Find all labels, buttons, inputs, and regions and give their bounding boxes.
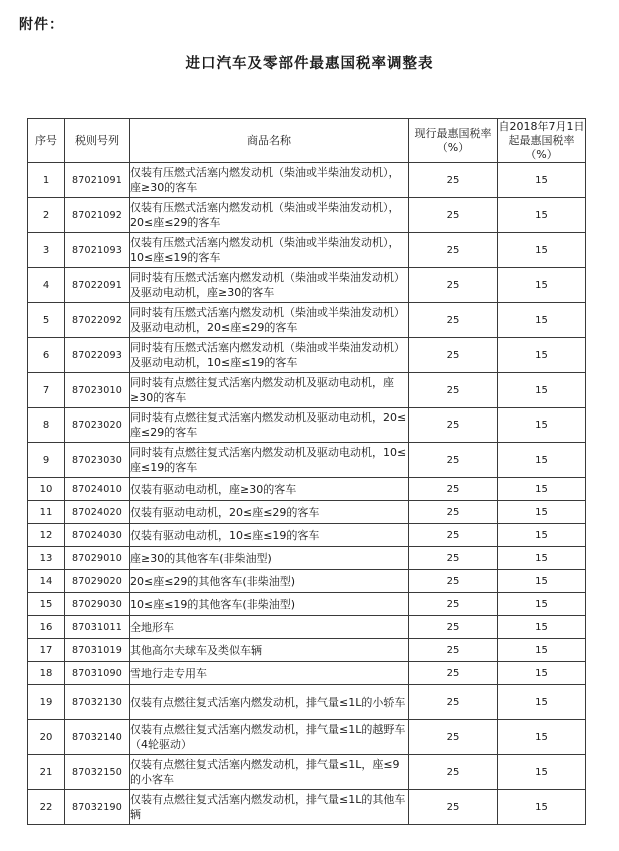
cell-seq: 2 — [28, 198, 65, 233]
cell-seq: 15 — [28, 593, 65, 616]
cell-code: 87023030 — [65, 443, 130, 478]
cell-seq: 18 — [28, 662, 65, 685]
cell-new-rate: 15 — [498, 524, 586, 547]
cell-current-rate: 25 — [409, 501, 498, 524]
cell-seq: 22 — [28, 790, 65, 825]
cell-current-rate: 25 — [409, 524, 498, 547]
cell-current-rate: 25 — [409, 720, 498, 755]
cell-code: 87032190 — [65, 790, 130, 825]
table-row — [28, 443, 586, 478]
cell-seq: 12 — [28, 524, 65, 547]
table-row — [28, 478, 586, 501]
table-row — [28, 790, 586, 825]
cell-current-rate: 25 — [409, 408, 498, 443]
cell-code: 87021093 — [65, 233, 130, 268]
cell-current-rate: 25 — [409, 685, 498, 720]
cell-new-rate: 15 — [498, 303, 586, 338]
cell-current-rate: 25 — [409, 373, 498, 408]
cell-name: 20≤座≤29的其他客车(非柴油型) — [130, 570, 409, 593]
table-row — [28, 268, 586, 303]
table-row — [28, 662, 586, 685]
cell-seq: 6 — [28, 338, 65, 373]
table-row — [28, 163, 586, 198]
cell-name: 仅装有点燃往复式活塞内燃发动机，排气量≤1L的其他车辆 — [130, 790, 409, 825]
cell-new-rate: 15 — [498, 547, 586, 570]
header-new-rate: 自2018年7月1日起最惠国税率（%） — [498, 119, 585, 161]
cell-name: 仅装有点燃往复式活塞内燃发动机，排气量≤1L的小轿车 — [130, 685, 409, 720]
cell-current-rate: 25 — [409, 616, 498, 639]
cell-name: 其他高尔夫球车及类似车辆 — [130, 639, 409, 662]
cell-name: 仅装有压燃式活塞内燃发动机（柴油或半柴油发动机），20≤座≤29的客车 — [130, 198, 409, 233]
table-row — [28, 198, 586, 233]
cell-seq: 3 — [28, 233, 65, 268]
cell-name: 10≤座≤19的其他客车(非柴油型) — [130, 593, 409, 616]
cell-code: 87023010 — [65, 373, 130, 408]
attachment-label: 附件： — [19, 17, 64, 33]
table-header-row — [28, 119, 586, 163]
cell-current-rate: 25 — [409, 303, 498, 338]
header-code: 税则号列 — [65, 119, 130, 163]
cell-name: 仅装有驱动电动机，20≤座≤29的客车 — [130, 501, 409, 524]
cell-seq: 16 — [28, 616, 65, 639]
table-row — [28, 233, 586, 268]
cell-current-rate: 25 — [409, 233, 498, 268]
cell-code: 87024030 — [65, 524, 130, 547]
cell-code: 87032130 — [65, 685, 130, 720]
header-current-rate: 现行最惠国税率（%） — [409, 119, 498, 163]
cell-new-rate: 15 — [498, 268, 586, 303]
cell-code: 87021091 — [65, 163, 130, 198]
cell-new-rate: 15 — [498, 685, 586, 720]
cell-seq: 7 — [28, 373, 65, 408]
cell-new-rate: 15 — [498, 198, 586, 233]
cell-name: 全地形车 — [130, 616, 409, 639]
cell-name: 同时装有压燃式活塞内燃发动机（柴油或半柴油发动机）及驱动电动机，10≤座≤19的客车 — [130, 338, 409, 373]
table-row — [28, 338, 586, 373]
cell-name: 仅装有点燃往复式活塞内燃发动机，排气量≤1L的越野车（4轮驱动） — [130, 720, 409, 755]
cell-new-rate: 15 — [498, 570, 586, 593]
table-row — [28, 639, 586, 662]
tariff-table — [27, 118, 586, 825]
table-row — [28, 408, 586, 443]
cell-name: 仅装有压燃式活塞内燃发动机（柴油或半柴油发动机），座≥30的客车 — [130, 163, 409, 198]
cell-new-rate: 15 — [498, 373, 586, 408]
table-row — [28, 616, 586, 639]
cell-seq: 4 — [28, 268, 65, 303]
cell-current-rate: 25 — [409, 547, 498, 570]
cell-current-rate: 25 — [409, 755, 498, 790]
cell-seq: 5 — [28, 303, 65, 338]
cell-current-rate: 25 — [409, 639, 498, 662]
table-row — [28, 373, 586, 408]
cell-code: 87029010 — [65, 547, 130, 570]
cell-current-rate: 25 — [409, 443, 498, 478]
table-row — [28, 524, 586, 547]
cell-name: 同时装有压燃式活塞内燃发动机（柴油或半柴油发动机）及驱动电动机，座≥30的客车 — [130, 268, 409, 303]
cell-current-rate: 25 — [409, 478, 498, 501]
cell-new-rate: 15 — [498, 720, 586, 755]
cell-seq: 9 — [28, 443, 65, 478]
cell-name: 仅装有压燃式活塞内燃发动机（柴油或半柴油发动机），10≤座≤19的客车 — [130, 233, 409, 268]
cell-code: 87024020 — [65, 501, 130, 524]
cell-current-rate: 25 — [409, 268, 498, 303]
cell-name: 座≥30的其他客车(非柴油型) — [130, 547, 409, 570]
table-row — [28, 755, 586, 790]
cell-name: 仅装有驱动电动机，座≥30的客车 — [130, 478, 409, 501]
cell-seq: 20 — [28, 720, 65, 755]
cell-new-rate: 15 — [498, 639, 586, 662]
cell-code: 87031090 — [65, 662, 130, 685]
cell-current-rate: 25 — [409, 163, 498, 198]
cell-seq: 11 — [28, 501, 65, 524]
cell-new-rate: 15 — [498, 593, 586, 616]
cell-name: 同时装有点燃往复式活塞内燃发动机及驱动电动机，10≤座≤19的客车 — [130, 443, 409, 478]
cell-code: 87031019 — [65, 639, 130, 662]
cell-seq: 19 — [28, 685, 65, 720]
cell-new-rate: 15 — [498, 755, 586, 790]
cell-new-rate: 15 — [498, 616, 586, 639]
cell-seq: 21 — [28, 755, 65, 790]
cell-current-rate: 25 — [409, 570, 498, 593]
page-title: 进口汽车及零部件最惠国税率调整表 — [185, 56, 434, 72]
cell-current-rate: 25 — [409, 790, 498, 825]
cell-code: 87029020 — [65, 570, 130, 593]
cell-name: 仅装有驱动电动机，10≤座≤19的客车 — [130, 524, 409, 547]
table-row — [28, 303, 586, 338]
table-row — [28, 593, 586, 616]
cell-code: 87023020 — [65, 408, 130, 443]
cell-new-rate: 15 — [498, 662, 586, 685]
cell-current-rate: 25 — [409, 662, 498, 685]
table-row — [28, 685, 586, 720]
cell-current-rate: 25 — [409, 198, 498, 233]
header-name: 商品名称 — [130, 119, 409, 163]
cell-name: 同时装有点燃往复式活塞内燃发动机及驱动电动机，20≤座≤29的客车 — [130, 408, 409, 443]
cell-code: 87022093 — [65, 338, 130, 373]
header-seq: 序号 — [28, 119, 65, 163]
cell-code: 87029030 — [65, 593, 130, 616]
cell-seq: 13 — [28, 547, 65, 570]
cell-code: 87021092 — [65, 198, 130, 233]
cell-seq: 10 — [28, 478, 65, 501]
cell-new-rate: 15 — [498, 501, 586, 524]
table-row — [28, 547, 586, 570]
cell-seq: 8 — [28, 408, 65, 443]
table-row — [28, 570, 586, 593]
cell-new-rate: 15 — [498, 408, 586, 443]
cell-code: 87031011 — [65, 616, 130, 639]
cell-code: 87024010 — [65, 478, 130, 501]
cell-new-rate: 15 — [498, 478, 586, 501]
cell-new-rate: 15 — [498, 790, 586, 825]
cell-name: 同时装有压燃式活塞内燃发动机（柴油或半柴油发动机）及驱动电动机，20≤座≤29的客车 — [130, 303, 409, 338]
cell-new-rate: 15 — [498, 338, 586, 373]
cell-code: 87022092 — [65, 303, 130, 338]
cell-new-rate: 15 — [498, 163, 586, 198]
cell-new-rate: 15 — [498, 233, 586, 268]
cell-code: 87022091 — [65, 268, 130, 303]
cell-seq: 17 — [28, 639, 65, 662]
table-row — [28, 501, 586, 524]
cell-seq: 1 — [28, 163, 65, 198]
cell-code: 87032140 — [65, 720, 130, 755]
table-row — [28, 720, 586, 755]
cell-current-rate: 25 — [409, 593, 498, 616]
cell-new-rate: 15 — [498, 443, 586, 478]
cell-name: 同时装有点燃往复式活塞内燃发动机及驱动电动机，座≥30的客车 — [130, 373, 409, 408]
cell-current-rate: 25 — [409, 338, 498, 373]
cell-name: 仅装有点燃往复式活塞内燃发动机，排气量≤1L，座≤9的小客车 — [130, 755, 409, 790]
cell-code: 87032150 — [65, 755, 130, 790]
cell-seq: 14 — [28, 570, 65, 593]
cell-name: 雪地行走专用车 — [130, 662, 409, 685]
